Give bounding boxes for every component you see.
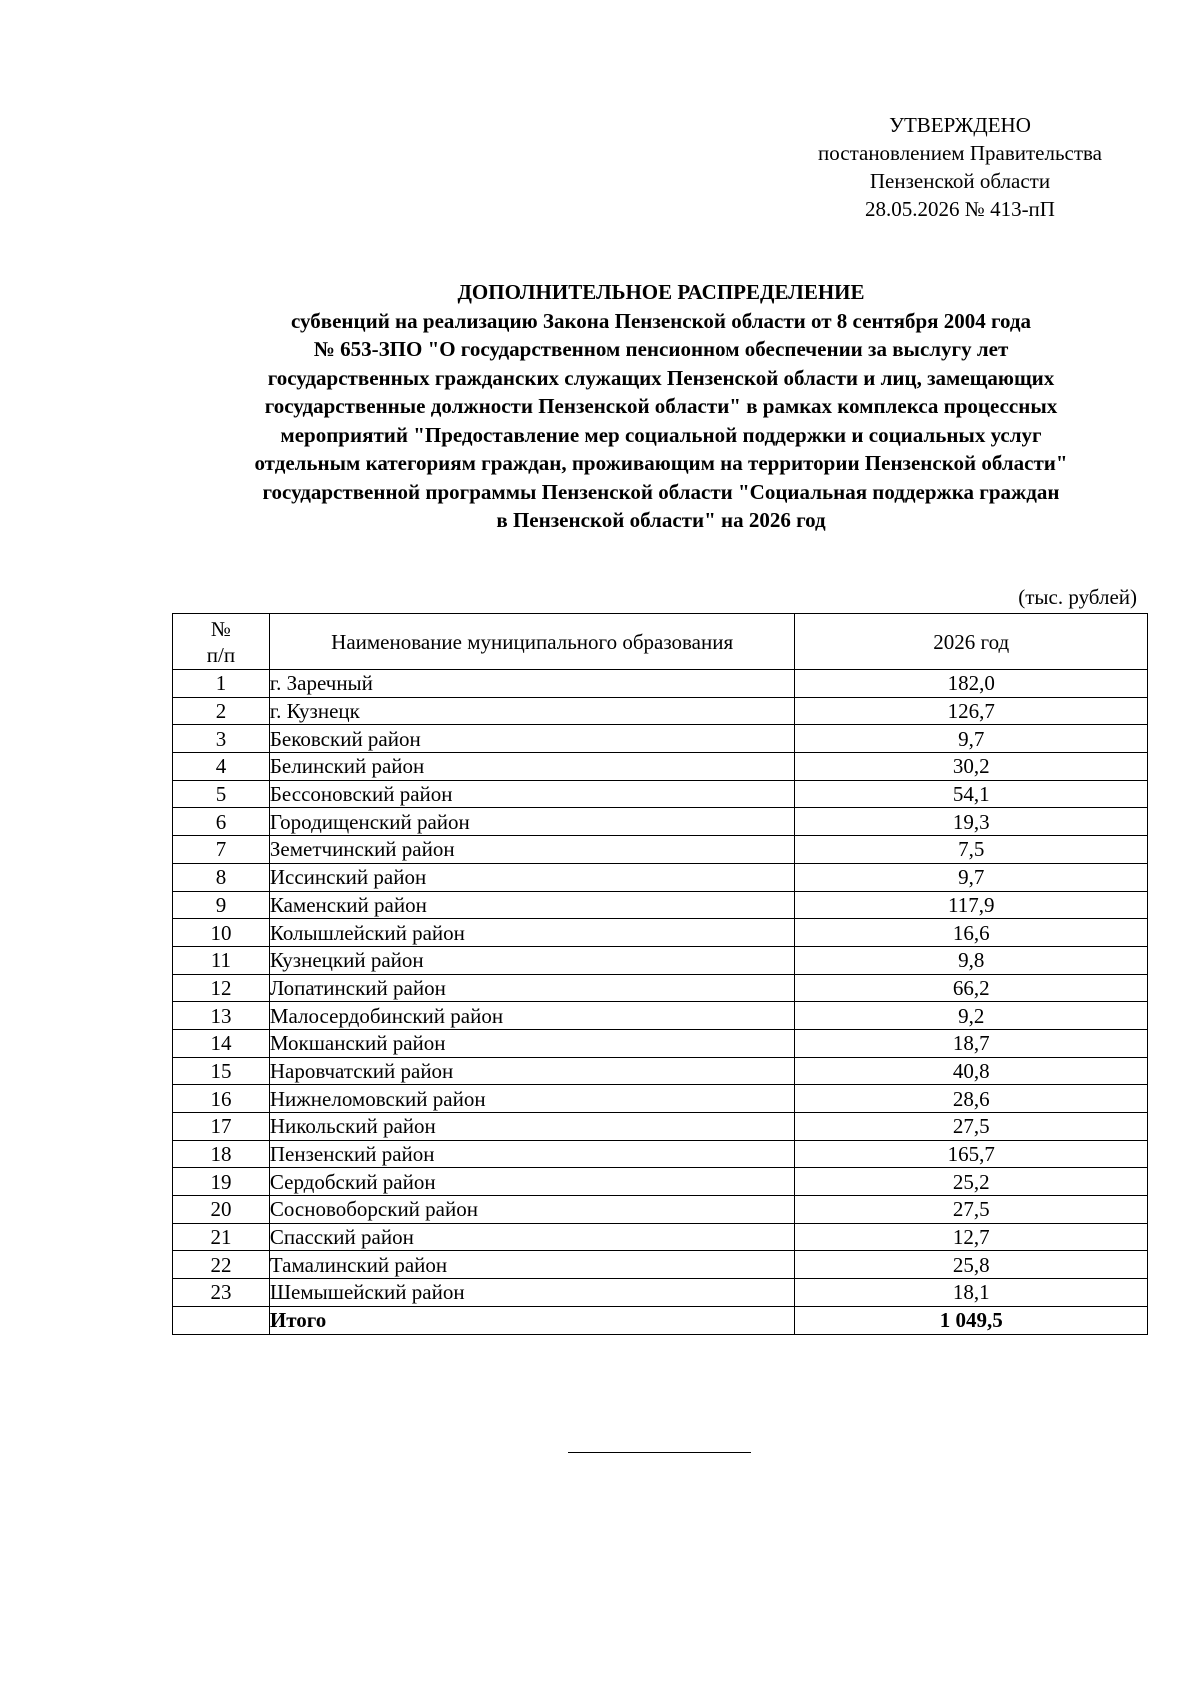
row-municipality: Белинский район [269, 753, 795, 781]
row-municipality: Кузнецкий район [269, 946, 795, 974]
row-municipality: Мокшанский район [269, 1029, 795, 1057]
row-number: 19 [173, 1168, 270, 1196]
row-municipality: Бековский район [269, 725, 795, 753]
total-number-cell [173, 1306, 270, 1334]
row-amount: 16,6 [795, 919, 1148, 947]
approval-stamp: УТВЕРЖДЕНО [889, 113, 1031, 137]
row-number: 20 [173, 1196, 270, 1224]
table-row [173, 1223, 1148, 1251]
row-amount: 27,5 [795, 1113, 1148, 1141]
row-number: 14 [173, 1029, 270, 1057]
row-amount: 9,7 [795, 725, 1148, 753]
table-row [173, 836, 1148, 864]
row-amount: 66,2 [795, 974, 1148, 1002]
row-amount: 28,6 [795, 1085, 1148, 1113]
row-number: 1 [173, 670, 270, 698]
row-amount: 12,7 [795, 1223, 1148, 1251]
table-row [173, 697, 1148, 725]
row-municipality: Малосердобинский район [269, 1002, 795, 1030]
row-municipality: Наровчатский район [269, 1057, 795, 1085]
row-municipality: Каменский район [269, 891, 795, 919]
table-row [173, 808, 1148, 836]
document-subtitle-line: отдельным категориям граждан, проживающим на территории Пензенской области" [254, 451, 1068, 475]
table-row [173, 753, 1148, 781]
table-total-row [173, 1306, 1148, 1334]
row-municipality: Сосновоборский район [269, 1196, 795, 1224]
row-municipality: Шемышейский район [269, 1279, 795, 1307]
row-amount: 9,7 [795, 863, 1148, 891]
row-amount: 54,1 [795, 780, 1148, 808]
table-row [173, 1057, 1148, 1085]
table-row [173, 974, 1148, 1002]
row-municipality: Бессоновский район [269, 780, 795, 808]
row-municipality: Пензенский район [269, 1140, 795, 1168]
table-row [173, 891, 1148, 919]
document-subtitle-line: мероприятий "Предоставление мер социальной поддержки и социальных услуг [280, 422, 1042, 447]
closing-separator-line [568, 1452, 751, 1453]
row-number: 9 [173, 891, 270, 919]
table-row [173, 1002, 1148, 1030]
row-number: 8 [173, 863, 270, 891]
row-number: 15 [173, 1057, 270, 1085]
table-row [173, 780, 1148, 808]
row-number: 22 [173, 1251, 270, 1279]
row-municipality: Иссинский район [269, 863, 795, 891]
row-number: 5 [173, 780, 270, 808]
table-header-row [173, 614, 1148, 670]
header-number-line1: № [210, 616, 231, 641]
row-amount: 165,7 [795, 1140, 1148, 1168]
units-label: (тыс. рублей) [1018, 585, 1137, 609]
header-year: 2026 год [795, 614, 1148, 670]
row-amount: 182,0 [795, 670, 1148, 698]
row-municipality: Сердобский район [269, 1168, 795, 1196]
approval-block [795, 111, 1125, 223]
table-row [173, 1029, 1148, 1057]
document-subtitle-line: государственных гражданских служащих Пензенской области и лиц, замещающих [267, 365, 1055, 390]
row-number: 12 [173, 974, 270, 1002]
document-heading [120, 278, 1200, 535]
document-subtitle-line: в Пензенской области" на 2026 год [496, 508, 826, 532]
row-municipality: г. Заречный [269, 670, 795, 698]
row-amount: 30,2 [795, 753, 1148, 781]
table-row [173, 946, 1148, 974]
row-amount: 27,5 [795, 1196, 1148, 1224]
document-subtitle-line: субвенций на реализацию Закона Пензенской области от 8 сентября 2004 года [290, 308, 1032, 333]
row-number: 4 [173, 753, 270, 781]
row-municipality: Лопатинский район [269, 974, 795, 1002]
row-municipality: Городищенский район [269, 808, 795, 836]
row-number: 16 [173, 1085, 270, 1113]
row-amount: 18,1 [795, 1279, 1148, 1307]
table-row [173, 725, 1148, 753]
row-amount: 117,9 [795, 891, 1148, 919]
table-row [173, 1251, 1148, 1279]
row-amount: 19,3 [795, 808, 1148, 836]
table-row [173, 1085, 1148, 1113]
header-number [173, 614, 270, 670]
table-row [173, 1140, 1148, 1168]
document-subtitle-line: государственные должности Пензенской области" в рамках комплекса процессных [264, 394, 1058, 418]
header-municipality: Наименование муниципального образования [269, 614, 795, 670]
row-municipality: Спасский район [269, 1223, 795, 1251]
row-amount: 7,5 [795, 836, 1148, 864]
approval-date-number: 28.05.2026 № 413-пП [865, 197, 1055, 221]
approval-region: Пензенской области [869, 169, 1051, 193]
table-row [173, 1196, 1148, 1224]
row-municipality: г. Кузнецк [269, 697, 795, 725]
table-row [173, 1113, 1148, 1141]
table-row [173, 1168, 1148, 1196]
row-amount: 25,2 [795, 1168, 1148, 1196]
row-amount: 40,8 [795, 1057, 1148, 1085]
row-amount: 25,8 [795, 1251, 1148, 1279]
row-number: 23 [173, 1279, 270, 1307]
row-municipality: Никольский район [269, 1113, 795, 1141]
row-amount: 9,8 [795, 946, 1148, 974]
row-amount: 18,7 [795, 1029, 1148, 1057]
row-municipality: Тамалинский район [269, 1251, 795, 1279]
row-municipality: Земетчинский район [269, 836, 795, 864]
row-number: 6 [173, 808, 270, 836]
document-subtitle-line: № 653-ЗПО "О государственном пенсионном обеспечении за выслугу лет [313, 337, 1009, 361]
row-number: 10 [173, 919, 270, 947]
row-amount: 126,7 [795, 697, 1148, 725]
row-number: 17 [173, 1113, 270, 1141]
table-row [173, 670, 1148, 698]
row-municipality: Колышлейский район [269, 919, 795, 947]
row-number: 21 [173, 1223, 270, 1251]
row-number: 18 [173, 1140, 270, 1168]
row-number: 13 [173, 1002, 270, 1030]
total-label: Итого [269, 1306, 795, 1334]
document-title: ДОПОЛНИТЕЛЬНОЕ РАСПРЕДЕЛЕНИЕ [457, 280, 865, 304]
approval-by: постановлением Правительства [817, 141, 1102, 165]
table-row [173, 863, 1148, 891]
distribution-table [172, 613, 1148, 1335]
row-number: 2 [173, 697, 270, 725]
row-amount: 9,2 [795, 1002, 1148, 1030]
row-municipality: Нижнеломовский район [269, 1085, 795, 1113]
row-number: 7 [173, 836, 270, 864]
document-subtitle-line: государственной программы Пензенской области "Социальная поддержка граждан [262, 479, 1060, 504]
total-amount: 1 049,5 [795, 1306, 1148, 1334]
table-row [173, 1279, 1148, 1307]
table-row [173, 919, 1148, 947]
row-number: 3 [173, 725, 270, 753]
header-number-line2: п/п [206, 642, 236, 667]
row-number: 11 [173, 946, 270, 974]
